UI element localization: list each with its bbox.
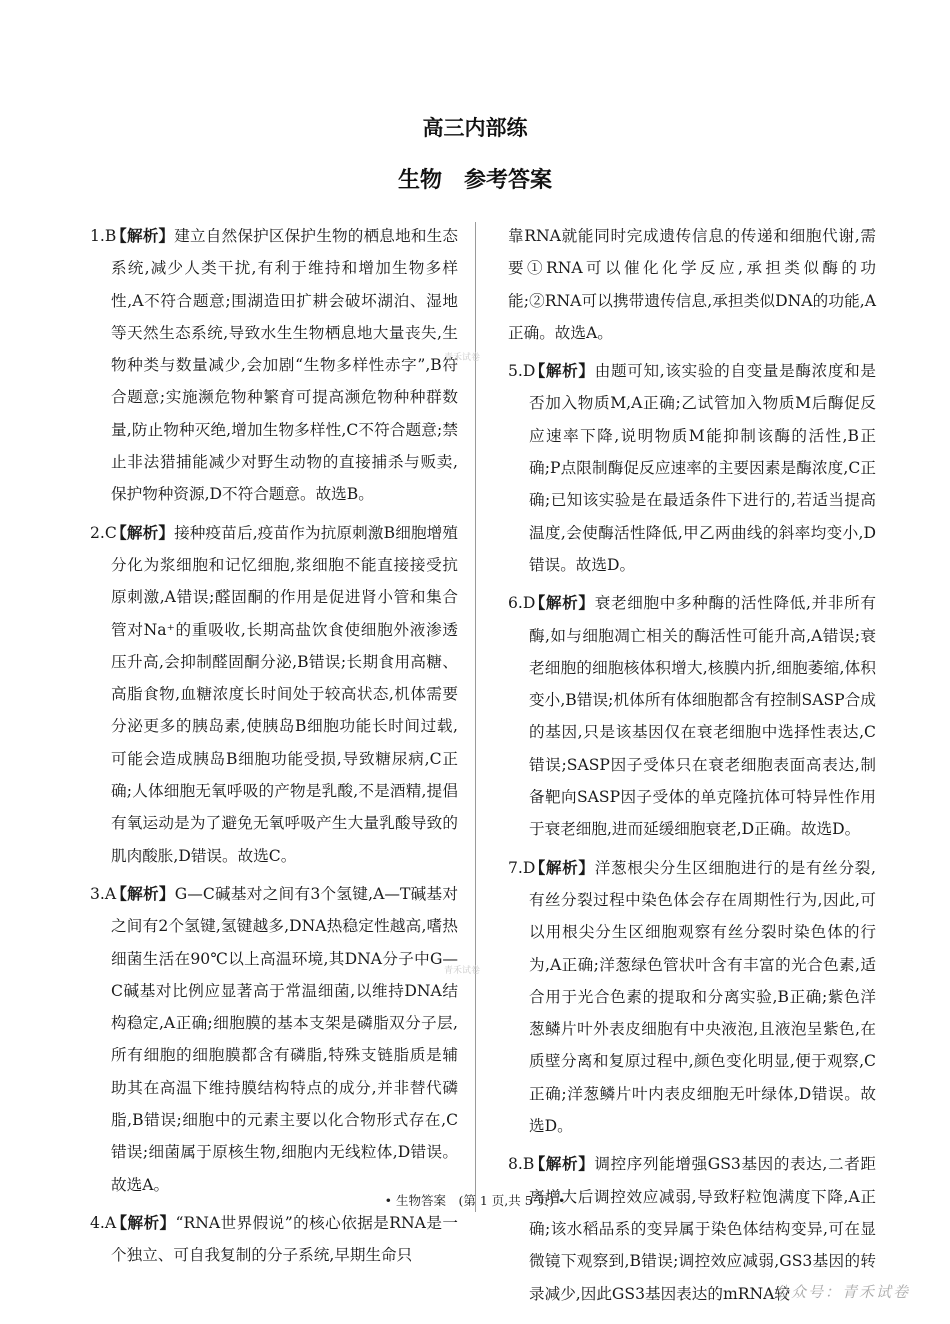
answer-text: G—C碱基对之间有3个氢键,A—T碱基对之间有2个氢键,氢键越多,DNA热稳定性越高,嗜热细菌生活在90℃以上高温环境,其DNA分子中G—C碱基对比例应显著高于常温细菌,以维持DNA结构稳定,A正确;细胞膜的基本支架是磷脂双分子层,所有细胞的细胞膜都含有磷脂,特殊支链脂质是辅助其在高温下维持膜结构特点的成分,并非替代磷脂,B错误;细胞中的元素主要以化合物形式存在,C错误;细菌属于原核生物,细胞内无线粒体,D错误。故选A。 <box>111 884 458 1194</box>
answer-item <box>508 852 876 1143</box>
analysis-tag: 【解析】 <box>529 593 595 613</box>
answer-item <box>508 587 876 845</box>
answer-text: “RNA世界假说”的核心依据是RNA是一个独立、可自我复制的分子系统,早期生命只 <box>111 1213 458 1265</box>
answer-number: 1.B <box>90 227 117 245</box>
answer-item-continued <box>508 220 876 349</box>
page-subtitle: 生物 参考答案 <box>397 168 552 193</box>
answer-item <box>508 355 876 581</box>
right-column <box>508 220 876 1316</box>
answer-number: 6.D <box>508 594 536 613</box>
page-footer: • 生物答案 (第 1 页,共 5 页) • <box>384 1193 566 1208</box>
watermark: 青禾试卷 <box>444 353 481 363</box>
column-divider <box>475 222 476 1212</box>
analysis-tag: 【解析】 <box>529 361 595 381</box>
answer-text: 靠RNA就能同时完成遗传信息的传递和细胞代谢,需要①RNA可以催化化学反应,承担类似酶的功能;②RNA可以携带遗传信息,承担类似DNA的功能,A正确。故选A。 <box>508 227 876 342</box>
answer-text: 由题可知,该实验的自变量是酶浓度和是否加入物质M,A正确;乙试管加入物质M后酶促反应速率下降,说明物质M能抑制该酶的活性,B正确;P点限制酶促反应速率的主要因素是酶浓度,C正确;已知该实验是在最适条件下进行的,若适当提高温度,会使酶活性降低,甲乙两曲线的斜率均变小,D错误。故选D。 <box>529 362 876 574</box>
answer-number: 2.C <box>90 523 117 542</box>
answer-item <box>90 220 458 511</box>
wechat-watermark: 公众号：青禾试卷 <box>773 1283 910 1301</box>
analysis-tag: 【解析】 <box>529 857 595 877</box>
analysis-tag: 【解析】 <box>111 226 175 245</box>
page-title: 高三内部练 <box>422 116 528 140</box>
answer-text: 洋葱根尖分生区细胞进行的是有丝分裂,有丝分裂过程中染色体会存在周期性行为,因此,可以用根尖分生区细胞观察有丝分裂时染色体的行为,A正确;洋葱绿色管状叶含有丰富的光合色素,适合用于光合色素的提取和分离实验,B正确;紫色洋葱鳞片叶外表皮细胞有中央液泡,且液泡呈紫色,在质壁分离和复原过程中,颜色变化明显,便于观察,C正确;洋葱鳞片叶内表皮细胞无叶绿体,D错误。故选D。 <box>529 858 876 1136</box>
answer-item <box>90 1207 458 1272</box>
answer-number: 8.B <box>508 1155 535 1174</box>
left-column <box>90 220 458 1278</box>
analysis-tag: 【解析】 <box>111 522 175 542</box>
answer-text: 建立自然保护区保护生物的栖息地和生态系统,减少人类干扰,有利于维持和增加生物多样性,A不符合题意;围湖造田扩耕会破坏湖泊、湿地等天然生态系统,导致水生生物栖息地大量丧失,生物种类与数量减少,会加剧“生物多样性赤字”,B符合题意;实施濒危物种繁育可提高濒危物种种群数量,防止物种灭绝,增加生物多样性,C不符合题意;禁止非法猎捕能减少对野生动物的直接捕杀与贩卖,保护物种资源,D不符合题意。故选B。 <box>111 227 458 504</box>
analysis-tag: 【解析】 <box>111 1212 176 1232</box>
answer-item <box>90 517 458 872</box>
answer-text: 调控序列能增强GS3基因的表达,二者距离增大后调控效应减弱,导致籽粒饱满度下降,A正确;该水稻品系的变异属于染色体结构变异,可在显微镜下观察到,B错误;调控效应减弱,GS3基因的转录减少,因此GS3基因表达的mRNA较 <box>529 1155 876 1303</box>
answer-number: 5.D <box>508 362 536 381</box>
answer-item <box>90 878 458 1201</box>
analysis-tag: 【解析】 <box>529 1154 595 1174</box>
answer-text: 接种疫苗后,疫苗作为抗原刺激B细胞增殖分化为浆细胞和记忆细胞,浆细胞不能直接接受抗原刺激,A错误;醛固酮的作用是促进肾小管和集合管对Na⁺的重吸收,长期高盐饮食使细胞外液渗透压升高,会抑制醛固酮分泌,B错误;长期食用高糖、高脂食物,血糖浓度长时间处于较高状态,机体需要分泌更多的胰岛素,使胰岛B细胞功能长时间过载,可能会造成胰岛B细胞功能受损,导致糖尿病,C正确;人体细胞无氧呼吸的产物是乳酸,不是酒精,提倡有氧运动是为了避免无氧呼吸产生大量乳酸导致的肌肉酸胀,D错误。故选C。 <box>111 523 458 865</box>
answer-number: 4.A <box>90 1213 117 1232</box>
analysis-tag: 【解析】 <box>111 883 175 903</box>
answer-text: 衰老细胞中多种酶的活性降低,并非所有酶,如与细胞凋亡相关的酶活性可能升高,A错误;衰老细胞的细胞核体积增大,核膜内折,细胞萎缩,体积变小,B错误;机体所有体细胞都含有控制SASP合成的基因,只是该基因仅在衰老细胞中选择性表达,C错误;SASP因子受体只在衰老细胞表面高表达,制备靶向SASP因子受体的单克隆抗体可特异性作用于衰老细胞,进而延缓细胞衰老,D正确。故选D。 <box>529 594 876 839</box>
watermark: 青禾试卷 <box>444 966 481 976</box>
answer-number: 7.D <box>508 858 536 877</box>
answer-number: 3.A <box>90 884 117 903</box>
